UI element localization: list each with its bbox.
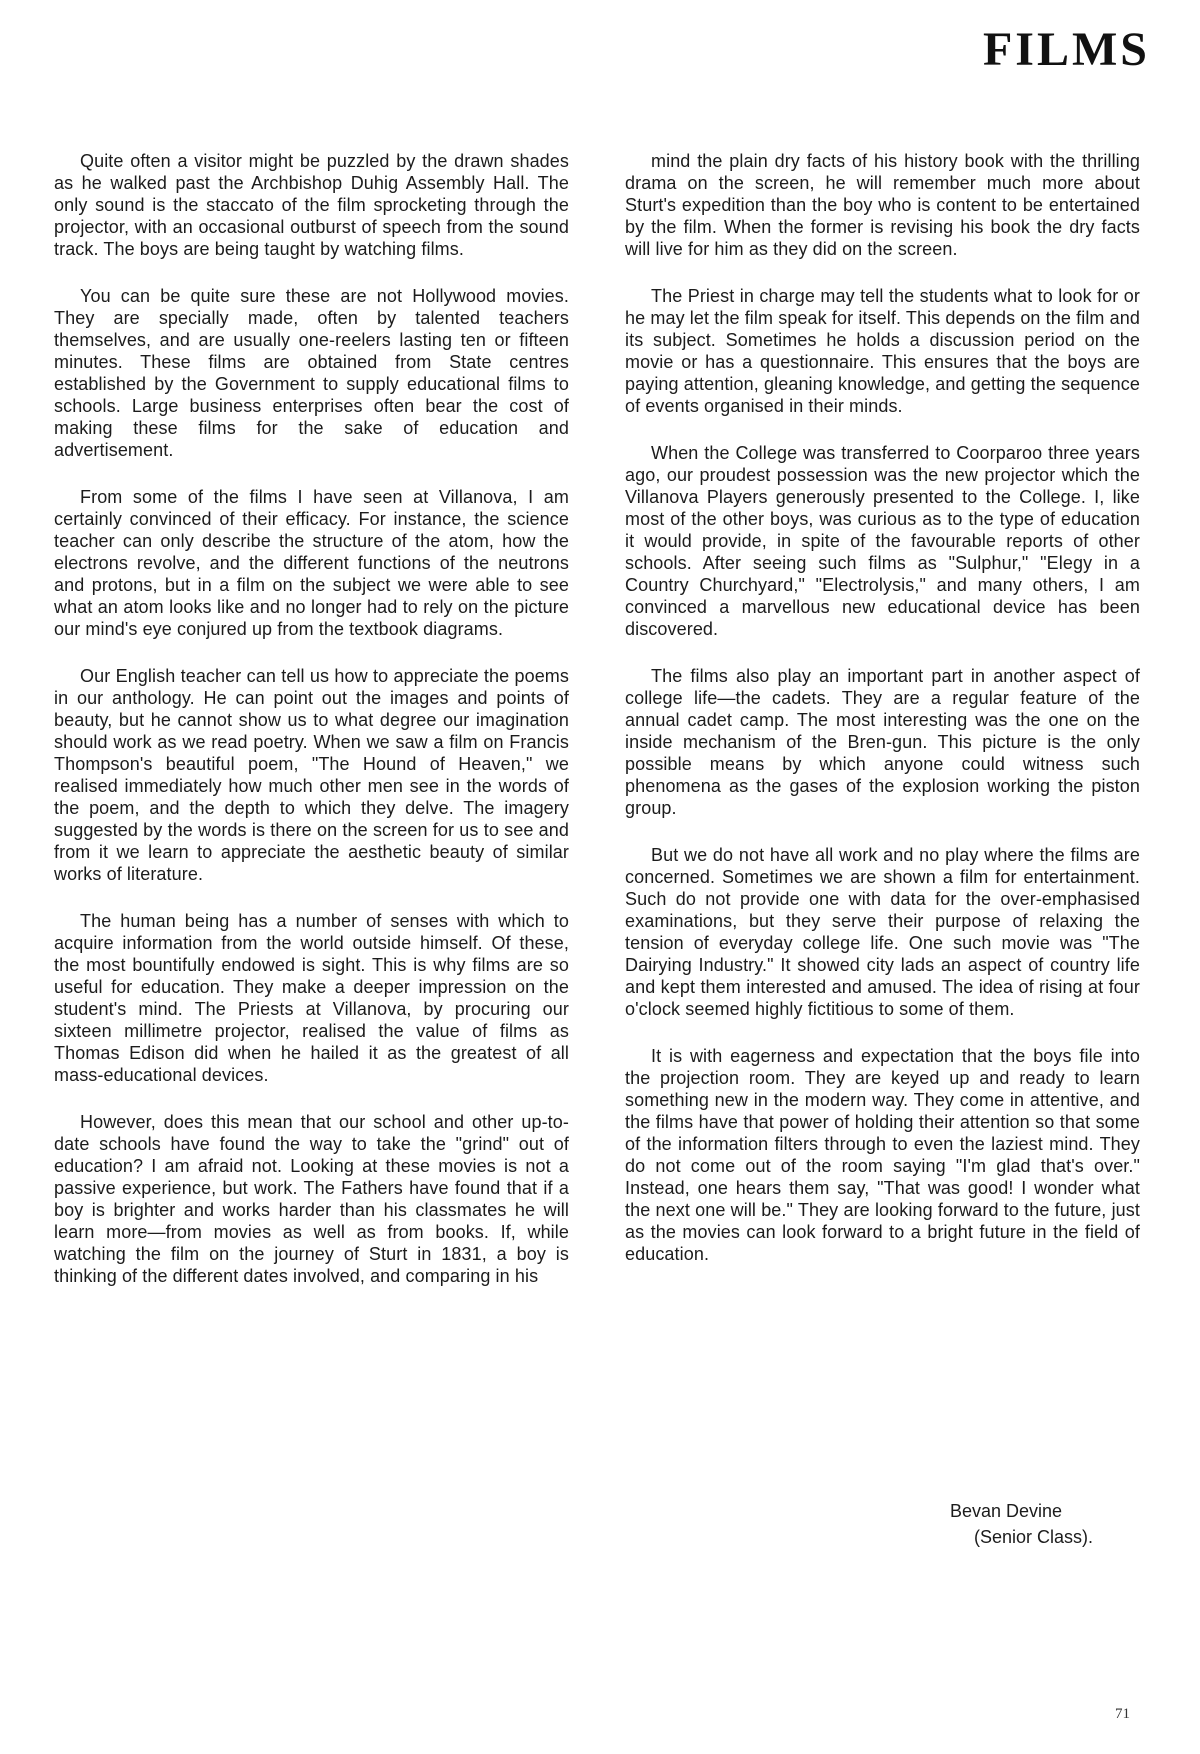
- paragraph: The human being has a number of senses with which to acquire information from the world outside himself. Of these, the most bountifully endowed is sight. This is why films are so useful for education. They make a deeper impression on the student's mind. The Priests at Villanova, by procuring our sixteen millimetre projector, realised the value of films as Thomas Edison did when he hailed it as the greatest of all mass-educational devices.: [54, 911, 569, 1085]
- paragraph: When the College was transferred to Coorparoo three years ago, our proudest possession was the new projector which the Villanova Players generously presented to the College. I, like most of the other boys, was curious as to the type of education it would provide, in spite of the favourable reports of other schools. After seeing such films as "Sulphur," "Elegy in a Country Churchyard," "Electrolysis," and many others, I am convinced a marvellous new educational device has been discovered.: [625, 443, 1140, 639]
- paragraph: But we do not have all work and no play where the films are concerned. Sometimes we are shown a film for entertainment. Such do not provide one with data for the over-emphasised examinations, but they serve their purpose of relaxing the tension of everyday college life. One such movie was "The Dairying Industry." It showed city lads an aspect of country life and kept them interested and amused. The idea of rising at four o'clock seemed highly fictitious to some of them.: [625, 845, 1140, 1019]
- paragraph: However, does this mean that our school and other up-to-date schools have found the way to take the "grind" out of education? I am afraid not. Looking at these movies is not a passive experience, but work. The Fathers have found that if a boy is brighter and works harder than his classmates he will learn more—from movies as well as from books. If, while watching the film on the journey of Sturt in 1831, a boy is thinking of the different dates involved, and comparing in his: [54, 1112, 569, 1286]
- paragraph: It is with eagerness and expectation that the boys file into the projection room. They are keyed up and ready to learn something new in the modern way. They come in attentive, and the films have that power of holding their attention so that some of the information filters through to even the laziest mind. They do not come out of the room saying "I'm glad that's over." Instead, one hears them say, "That was good! I wonder what the next one will be." They are looking forward to the future, just as the movies can look forward to a bright future in the field of education.: [625, 1046, 1140, 1264]
- paragraph: You can be quite sure these are not Hollywood movies. They are specially made, often by talented teachers themselves, and are usually one-reelers lasting ten or fifteen minutes. These films are obtained from State centres established by the Government to supply educational films to schools. Large business enterprises often bear the cost of making these films for the sake of education and advertisement.: [54, 286, 569, 460]
- author-name: Bevan Devine: [950, 1501, 1063, 1521]
- paragraph: From some of the films I have seen at Villanova, I am certainly convinced of their efficacy. For instance, the science teacher can only describe the structure of the atom, how the electrons revolve, and the different functions of the neutrons and protons, but in a film on the subject we were able to see what an atom looks like and no longer had to rely on the picture our mind's eye conjured up from the textbook diagrams.: [54, 487, 569, 639]
- paragraph: The films also play an important part in another aspect of college life—the cadets. They are a regular feature of the annual cadet camp. The most interesting was the one on the inside mechanism of the Bren-gun. This picture is the only possible means by which anyone could witness such phenomena as the gases of the explosion working the piston group.: [625, 666, 1140, 818]
- author-signature: [950, 1498, 1150, 1550]
- article-column-right: [625, 150, 1140, 1290]
- page-number: 71: [1115, 1706, 1130, 1722]
- paragraph: The Priest in charge may tell the students what to look for or he may let the film speak for itself. This depends on the film and its subject. Sometimes he holds a discussion period on the movie or has a questionnaire. This ensures that the boys are paying attention, gleaning knowledge, and getting the sequence of events organised in their minds.: [625, 286, 1140, 416]
- author-class: (Senior Class).: [974, 1527, 1094, 1547]
- page-title: FILMS: [982, 23, 1150, 76]
- paragraph: Our English teacher can tell us how to appreciate the poems in our anthology. He can point out the images and points of beauty, but he cannot show us to what degree our imagination should work as we read poetry. When we saw a film on Francis Thompson's beautiful poem, "The Hound of Heaven," we realised immediately how much other men see in the words of the poem, and the depth to which they delve. The imagery suggested by the words is there on the screen for us to see and from it we learn to appreciate the aesthetic beauty of similar works of literature.: [54, 666, 569, 884]
- article-column-left: [54, 150, 569, 1312]
- paragraph: mind the plain dry facts of his history book with the thrilling drama on the screen, he will remember much more about Sturt's expedition than the boy who is content to be entertained by the film. When the former is revising his book the dry facts will live for him as they did on the screen.: [625, 151, 1140, 259]
- paragraph: Quite often a visitor might be puzzled by the drawn shades as he walked past the Archbishop Duhig Assembly Hall. The only sound is the staccato of the film sprocketing through the projector, with an occasional outburst of speech from the sound track. The boys are being taught by watching films.: [54, 151, 569, 259]
